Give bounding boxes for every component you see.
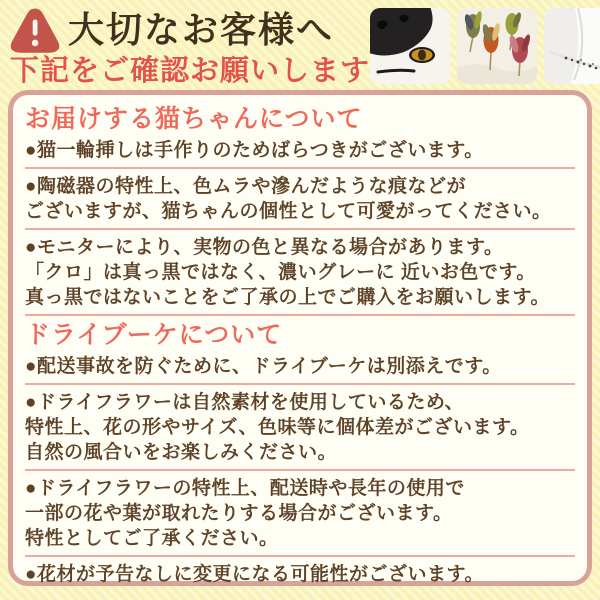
notice-item (25, 174, 575, 224)
notice-line: ●花材が予告なしに変更になる可能性がございます。 (25, 564, 484, 585)
notice-item (25, 138, 575, 163)
notice-line: ●ドライフラワーは自然素材を使用しているため、 (25, 392, 465, 413)
photo-white-vase-closeup (544, 8, 600, 84)
divider (25, 469, 575, 471)
notice-item (25, 476, 575, 551)
divider (25, 228, 575, 230)
notice-line: 「クロ」は真っ黒ではなく、濃いグレーに 近いお色です。 (25, 262, 536, 283)
notice-line: 特性上、花の形やサイズ、色味等に個体差がございます。 (25, 417, 530, 438)
notice-item (25, 562, 575, 587)
divider (25, 555, 575, 557)
notice-line: ●ドライフラワーの特性上、配送時や長年の使用で (25, 478, 465, 499)
notice-line: 一部の花や葉が取れたりする場合がございます。 (25, 503, 453, 524)
section-heading-cat: お届けする猫ちゃんについて (25, 106, 363, 133)
warning-triangle-icon (10, 7, 60, 53)
notice-line: ●配送事故を防ぐために、ドライブーケは別添えです。 (25, 356, 502, 377)
notice-line: 特性としてご了承ください。 (25, 528, 279, 549)
divider (25, 167, 575, 169)
header (0, 0, 600, 90)
product-photos (370, 0, 600, 84)
header-text-block (0, 0, 370, 88)
photo-cat-figurine-closeup (370, 8, 450, 84)
notice-item (25, 235, 575, 310)
notice-line: ●モニターにより、実物の色と異なる場合があります。 (25, 237, 504, 258)
notice-line: 真っ黒ではないことをご了承の上でご購入をお願いします。 (25, 287, 550, 308)
photo-dried-bouquets (457, 8, 537, 84)
page-subtitle: 下記をご確認お願いします (10, 55, 371, 87)
notice-item (25, 390, 575, 465)
notice-box (8, 90, 592, 586)
notice-line: ●猫一輪挿しは手作りのためばらつきがございます。 (25, 140, 484, 161)
divider (25, 314, 575, 316)
notice-line: ●陶磁器の特性上、色ムラや滲んだような痕などが (25, 176, 466, 197)
page-title: 大切なお客様へ (68, 10, 335, 50)
divider (25, 383, 575, 385)
notice-line: ございますが、猫ちゃんの個性として可愛がってください。 (25, 201, 552, 222)
section-heading-dry-bouquet: ドライブーケについて (25, 322, 283, 349)
notice-item (25, 354, 575, 379)
notice-line: 自然の風合いをお楽しみください。 (25, 442, 338, 463)
